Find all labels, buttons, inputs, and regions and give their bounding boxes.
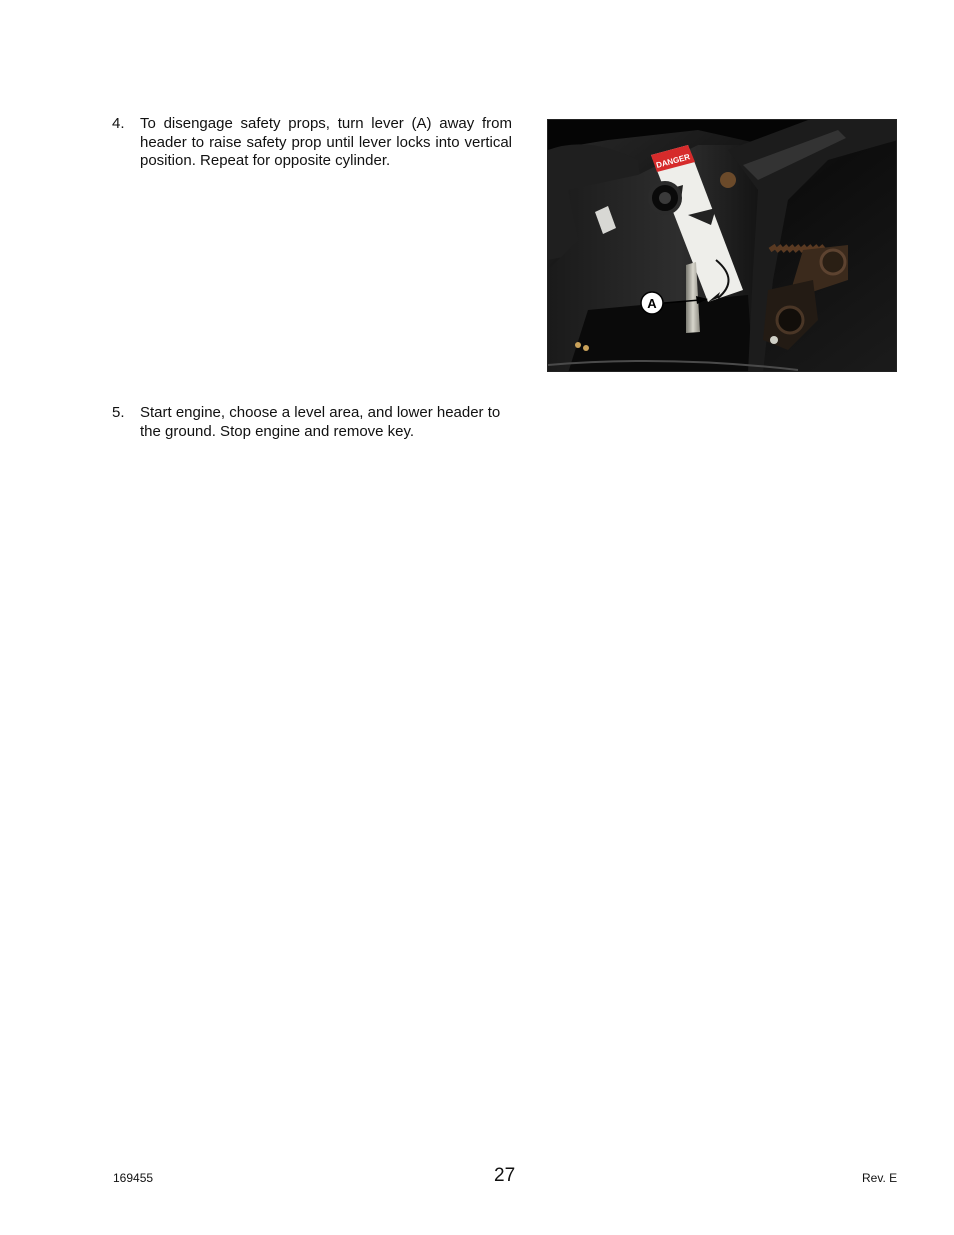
step-number: 4.	[112, 115, 125, 132]
step-text: Start engine, choose a level area, and lower header to the ground. Stop engine and remove key.	[140, 404, 501, 440]
callout-a	[641, 292, 663, 314]
callout-a-label: A	[647, 296, 657, 311]
page-number: 27	[494, 1165, 516, 1186]
decal-danger-label: DANGER	[655, 152, 692, 170]
document-number: 169455	[113, 1171, 154, 1185]
step-text: To disengage safety props, turn lever (A) away from header to raise safety prop until lever locks into vertical position. Repeat for opposite cylinder.	[140, 115, 512, 169]
safety-prop-lever-photo	[547, 119, 897, 372]
revision-label: Rev. E	[862, 1171, 898, 1185]
step-number: 5.	[112, 404, 125, 421]
